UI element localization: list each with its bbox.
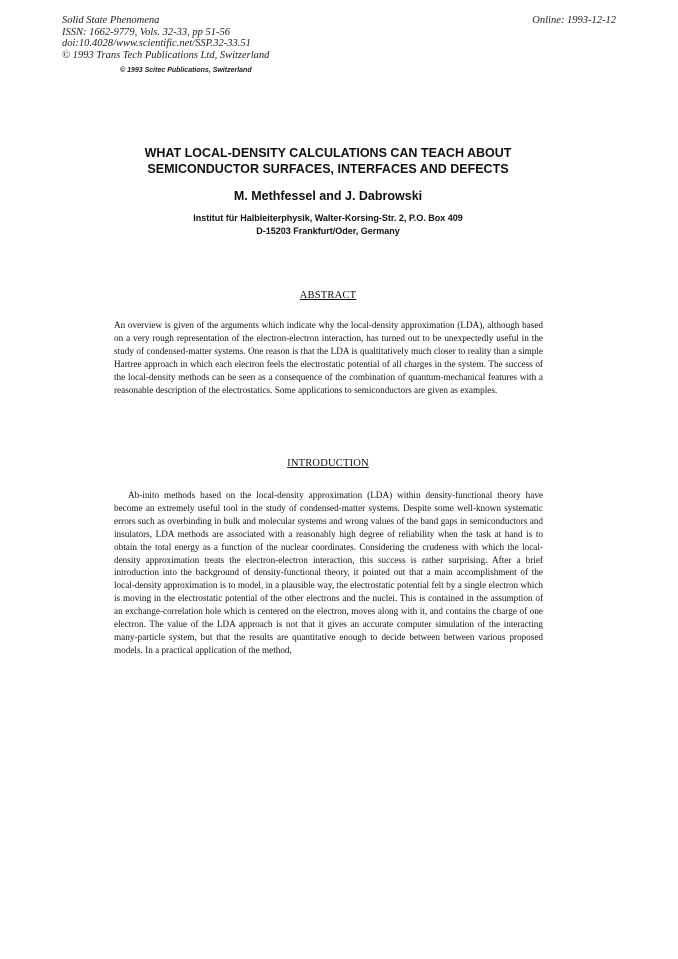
copyright-line: © 1993 Trans Tech Publications Ltd, Switzerland xyxy=(62,49,270,61)
abstract-text: An overview is given of the arguments which indicate why the local-density approximation (LDA), although based on a very rough representation of the electron-electron interaction, has turned out to be unexpectedly useful in the study of condensed-matter systems. One reason is that the LDA is qualtitatively much closer to reality than a simple Hartree approach in which each electron feels the electrostatic potential of all charges in the system. The success of the local-density methods can be seen as a consequence of the combination of quantum-mechanical features with a reasonable description of the electrostatics. Some applications to semiconductors are given as examples. xyxy=(114,320,543,395)
journal-name: Solid State Phenomena xyxy=(62,15,160,26)
affiliation-line-2: D-15203 Frankfurt/Oder, Germany xyxy=(256,225,400,236)
publisher-line: © 1993 Scitec Publications, Switzerland xyxy=(120,67,252,74)
abstract-heading: ABSTRACT xyxy=(299,290,357,301)
affiliation-line-1: Institut für Halbleiterphysik, Walter-Korsing-Str. 2, P.O. Box 409 xyxy=(193,213,463,223)
introduction-paragraph: Ab-inito methods based on the local-density approximation (LDA) within density-functional theory have become an extremely useful tool in the study of condensed-matter systems. Despite some well-known systematic errors such as overbinding in bulk and molecular systems and wrong values of the band gaps in semiconductors and insulators, LDA methods are associated with a reasonably high degree of reliability when the task at hand is to obtain the total energy as a function of the nuclear coordinates. Considering the crudeness with which the local-density approximation treats the electron-electron interaction, this success is rather surprising. After a brief introduction into the background of density-functional theory, it pointed out that a main accomplishment of the local-density approximation is to model, in a plausible way, the electrostatic potential felt by a single electron which is moving in the electrostatic potential of the other electrons and the nuclei. This is contained in the assumption of an exchange-correlation hole which is centered on the electron, moves along with it, and contains the charge of one electron. The value of the LDA approach is not that it gives an accurate computer simulation of the interacting many-particle system, but that the results are quantitative enough to decide between between various proposed models. In a practical application of the method, xyxy=(114,490,543,655)
title-line-2: SEMICONDUCTOR SURFACES, INTERFACES AND DEFECTS xyxy=(147,161,509,176)
doi-line: doi:10.4028/www.scientific.net/SSP.32-33.51 xyxy=(62,38,251,50)
introduction-section xyxy=(114,489,543,657)
citation-header xyxy=(62,15,269,61)
introduction-heading: INTRODUCTION xyxy=(287,458,369,469)
paper-title xyxy=(60,146,596,177)
title-line-1: WHAT LOCAL-DENSITY CALCULATIONS CAN TEACH ABOUT xyxy=(144,146,512,160)
online-date: Online: 1993-12-12 xyxy=(532,15,616,26)
issn-line: ISSN: 1662-9779, Vols. 32-33, pp 51-56 xyxy=(62,26,230,38)
affiliation xyxy=(60,212,596,237)
authors: M. Methfessel and J. Dabrowski xyxy=(233,189,423,203)
